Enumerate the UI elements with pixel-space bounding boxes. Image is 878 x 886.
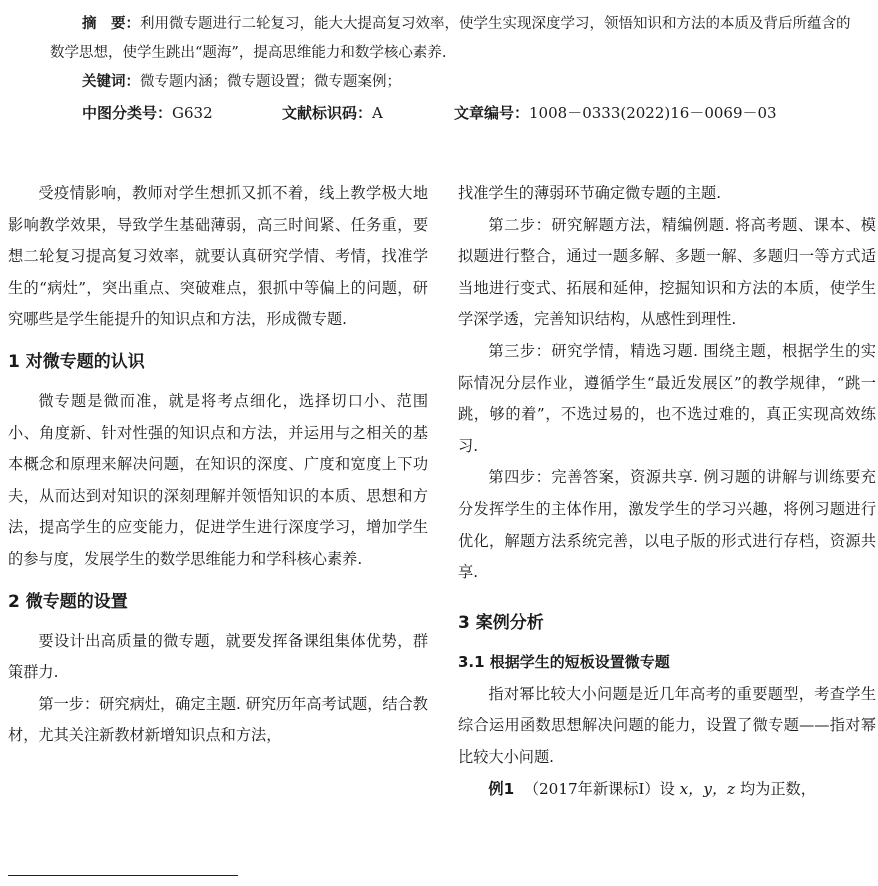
abstract bbox=[50, 10, 855, 68]
step-3-paragraph: 第三步：研究学情，精选习题. 围绕主题，根据学生的实际情况分层作业，遵循学生“最近发展区”的教学规律，“跳一跳，够的着”，不选过易的，也不选过难的，真正实现高效练习. bbox=[458, 341, 876, 455]
left-column bbox=[8, 178, 428, 752]
keywords-label: 关键词： bbox=[82, 74, 140, 90]
article-value: 1008－0333(2022)16－0069－03 bbox=[529, 104, 777, 122]
abstract-block bbox=[50, 10, 855, 128]
article-number bbox=[454, 99, 777, 128]
right-column bbox=[458, 178, 876, 805]
example-label: 例1 bbox=[488, 779, 515, 798]
section-2-paragraph-1: 要设计出高质量的微专题，就要发挥备课组集体优势，群策群力. bbox=[8, 631, 428, 682]
intro-paragraph: 受疫情影响，教师对学生想抓又抓不着，线上教学极大地影响教学效果，导致学生基础薄弱，高三时间紧、任务重，要想二轮复习提高复习效率，就要认真研究学情、考情，找准学生的“病灶”，突出重点、突破难点，狠抓中等偏上的问题，研究哪些是学生能提升的知识点和方法，形成微专题. bbox=[8, 184, 428, 329]
doc-value: A bbox=[372, 104, 383, 122]
abstract-label: 摘 要： bbox=[82, 16, 140, 32]
doc-label: 文献标识码： bbox=[282, 104, 373, 122]
classification bbox=[82, 99, 282, 128]
subsection-3-1-title: 3.1 根据学生的短板设置微专题 bbox=[458, 652, 670, 671]
step-4-paragraph: 第四步：完善答案，资源共享. 例习题的讲解与训练要充分发挥学生的主体作用，激发学生的学习兴趣，将例习题进行优化，解题方法系统完善，以电子版的形式进行存档，资源共享. bbox=[458, 468, 876, 582]
continued-paragraph: 找准学生的薄弱环节确定微专题的主题. bbox=[458, 184, 722, 202]
section-2-title: 2 微专题的设置 bbox=[8, 591, 128, 612]
subsection-3-1-paragraph: 指对幂比较大小问题是近几年高考的重要题型，考查学生综合运用函数思想解决问题的能力，设置了微专题——指对幂比较大小问题. bbox=[458, 684, 876, 766]
footnote-rule bbox=[8, 875, 238, 876]
class-label: 中图分类号： bbox=[82, 104, 173, 122]
article-label: 文章编号： bbox=[454, 104, 530, 122]
example-vars: x，y，z bbox=[679, 779, 736, 798]
section-2-paragraph-2: 第一步：研究病灶，确定主题. 研究历年高考试题，结合教材，尤其关注新教材新增知识点和方法， bbox=[8, 694, 428, 745]
article-meta bbox=[82, 99, 855, 128]
keywords bbox=[82, 68, 855, 97]
example-1 bbox=[458, 774, 876, 806]
section-1-paragraph: 微专题是微而准，就是将考点细化，选择切口小、范围小、角度新、针对性强的知识点和方法，并运用与之相关的基本概念和原理来解决问题，在知识的深度、广度和宽度上下功夫，从而达到对知识的深刻理解并领悟知识的本质、思想和方法，提高学生的应变能力，促进学生进行深度学习，增加学生的参与度，发展学生的数学思维能力和学科核心素养. bbox=[8, 391, 428, 568]
section-3-title: 3 案例分析 bbox=[458, 612, 544, 633]
document-code bbox=[282, 99, 454, 128]
example-tail: 均为正数， bbox=[739, 779, 816, 798]
section-1-title: 1 对微专题的认识 bbox=[8, 351, 145, 372]
class-value: G632 bbox=[172, 104, 213, 122]
keywords-text: 微专题内涵；微专题设置；微专题案例； bbox=[140, 74, 401, 90]
abstract-text: 利用微专题进行二轮复习，能大大提高复习效率，使学生实现深度学习，领悟知识和方法的本质及背后所蕴含的数学思想，使学生跳出“题海”，提高思维能力和数学核心素养. bbox=[50, 16, 851, 61]
step-2-paragraph: 第二步：研究解题方法，精编例题. 将高考题、课本、模拟题进行整合，通过一题多解、多题一解、多题归一等方式适当地进行变式、拓展和延伸，挖掘知识和方法的本质，使学生学深学透，完善知识结构，从感性到理性. bbox=[458, 215, 876, 329]
example-text: （2017年新课标Ⅰ）设 bbox=[523, 779, 675, 798]
